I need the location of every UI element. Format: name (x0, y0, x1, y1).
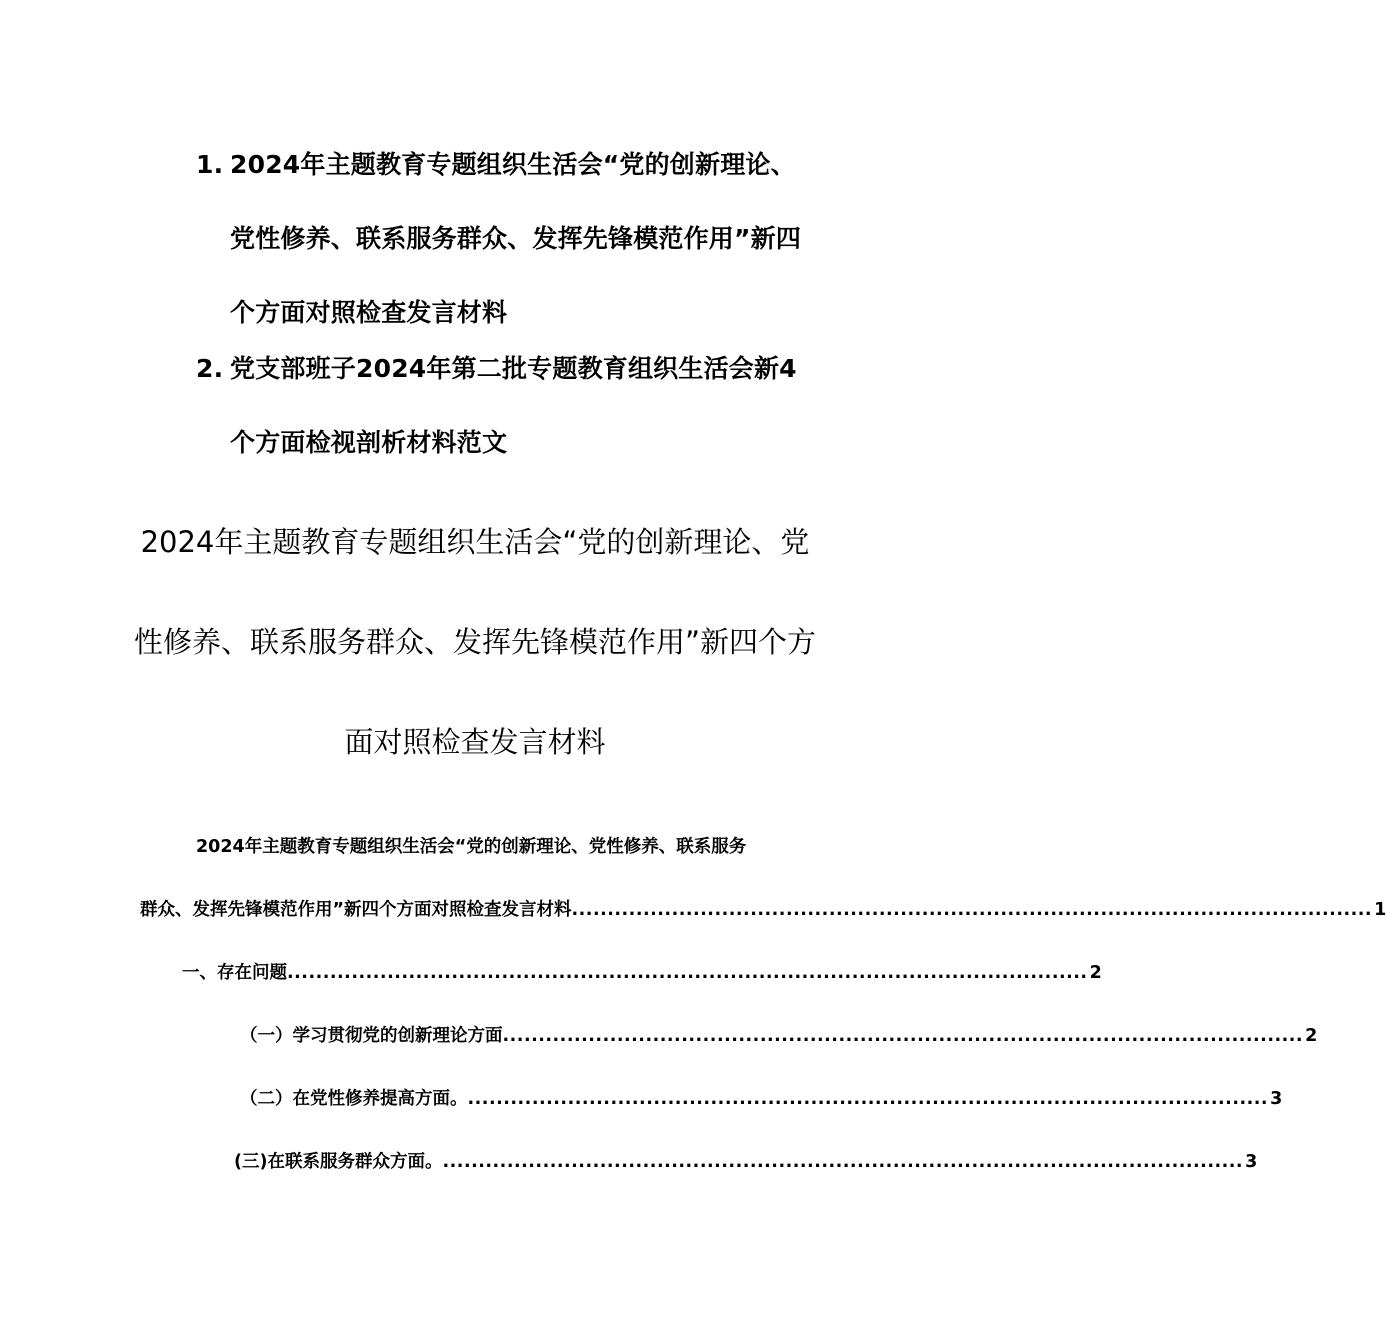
toc-leader-dots: ................................................................................................................ (442, 1152, 1244, 1172)
list-item-number: 1. (196, 150, 224, 179)
toc-leader-dots: ................................................................................................................ (287, 963, 1088, 983)
numbered-list (196, 128, 816, 480)
list-item-text: 2024年主题教育专题组织生活会“党的创新理论、党性修养、联系服务群众、发挥先锋模范作用”新四个方面对照检查发言材料 (230, 150, 802, 327)
toc-entry-text: （一）学习贯彻党的创新理论方面 (240, 1026, 503, 1046)
toc-page-number: 3 (1245, 1152, 1258, 1172)
toc-entry[interactable] (140, 1005, 1318, 1068)
toc-entry[interactable] (140, 1068, 1283, 1131)
document-title: 2024年主题教育专题组织生活会“党的创新理论、党性修养、联系服务群众、发挥先锋模范作用”新四个方面对照检查发言材料 (133, 525, 817, 759)
toc-page-number: 2 (1305, 1026, 1318, 1046)
toc-entry[interactable] (140, 1131, 1258, 1194)
toc-page-number: 3 (1270, 1089, 1283, 1109)
toc-leader-dots: ................................................................................................................ (467, 1089, 1269, 1109)
toc-leader-dots: ................................................................................................................ (571, 900, 1373, 920)
toc-page-number: 1 (1374, 900, 1386, 920)
toc-entry[interactable] (140, 879, 1386, 942)
list-item (196, 332, 816, 480)
toc-entry-text: （二）在党性修养提高方面。 (240, 1089, 468, 1109)
toc-page-number: 2 (1089, 963, 1102, 983)
list-item-text: 党支部班子2024年第二批专题教育组织生活会新4个方面检视剖析材料范文 (230, 354, 797, 457)
toc-entry-text: 2024年主题教育专题组织生活会“党的创新理论、党性修养、联系服务 (196, 837, 747, 857)
toc-entry-text: 群众、发挥先锋模范作用”新四个方面对照检查发言材料 (140, 900, 572, 920)
toc-entry-text: 一、存在问题 (182, 963, 287, 983)
list-item-number: 2. (196, 354, 224, 383)
toc-leader-dots: ................................................................................................................ (502, 1026, 1304, 1046)
toc-entry-line[interactable] (140, 816, 808, 879)
table-of-contents (140, 816, 1386, 1194)
list-item (196, 128, 816, 350)
toc-entry-text: (三)在联系服务群众方面。 (234, 1152, 443, 1172)
toc-entry[interactable] (140, 942, 1102, 1005)
